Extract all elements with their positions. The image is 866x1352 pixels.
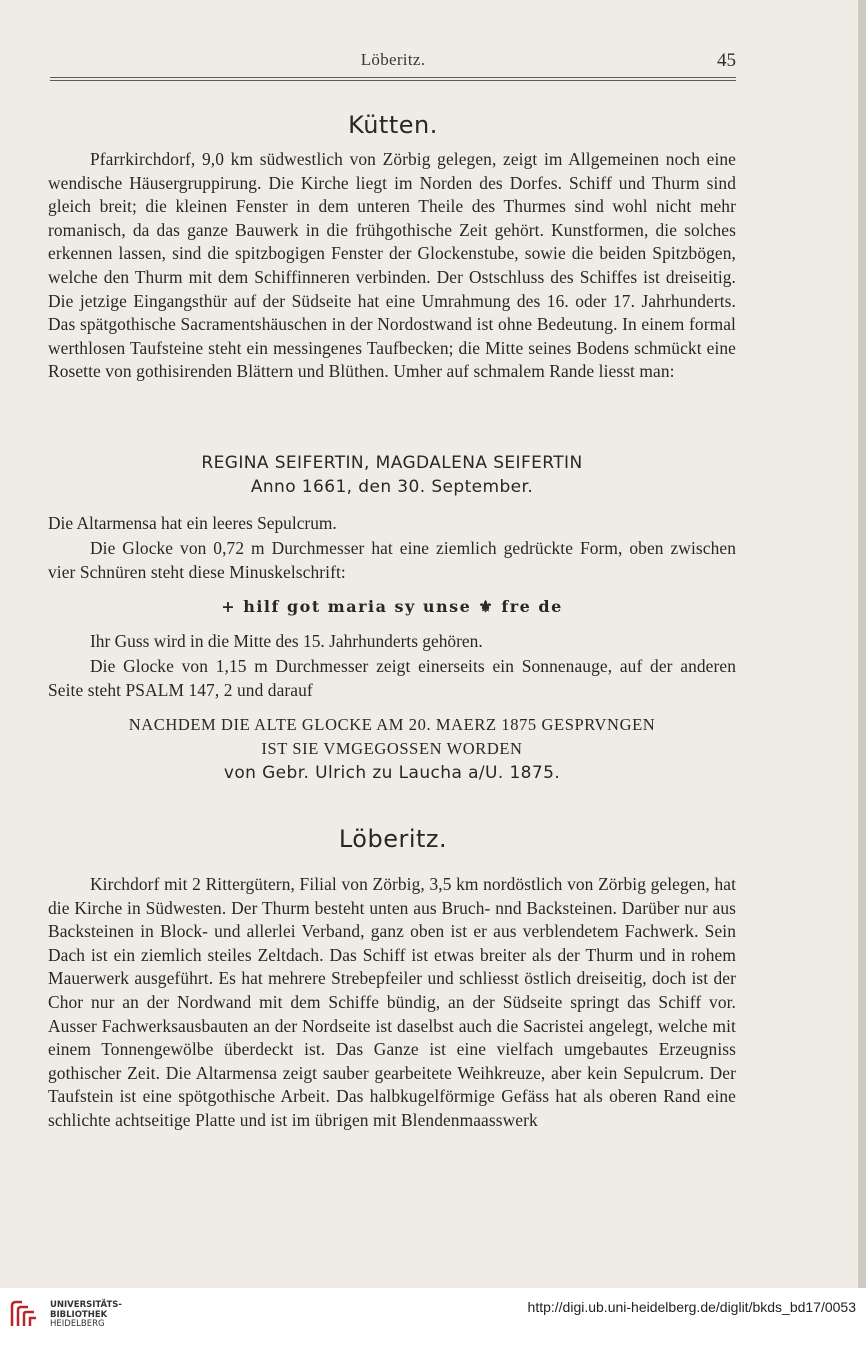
bell-inscription-line1: NACHDEM DIE ALTE GLOCKE AM 20. MAERZ 1875 GESPRVNGEN — [128, 715, 656, 734]
loeberitz-paragraph: Kirchdorf mit 2 Rittergütern, Filial von Zörbig, 3,5 km nordöstlich von Zörbig gelegen, hat die Kirche in Südwesten. Der Thurm besteht unten aus Bruch- nnd Backsteinen. Darüber nur aus Backsteinen in Block- und allerlei Verband, ganz oben ist er aus verblendetem Fachwerk. Sein Dach ist ein ziemlich steiles Zeltdach. Das Schiff ist etwas breiter als der Thurm und in rohem Mauerwerk ausgeführt. Es hat mehrere Strebepfeiler und schliesst östlich dreiseitig, doch ist der Chor nur an der Nordwand mit dem Schiffe bündig, an der Südseite springt das Schiff vor. Ausser Fachwerksausbauten an der Nordseite ist daselbst auch die Sacristei angelegt, welche mit einem Tonnengewölbe überdeckt ist. Das Ganze ist eine vielfach umgebautes Erzeugniss gothischer Zeit. Die Altarmensa zeigt sauber gearbeitete Weihkreuze, aber kein Sepulcrum. Der Taufstein ist eine spötgothische Arbeit. Das halbkugelförmige Gefäss hat als oberen Rand eine schlichte achtseitige Platte und ist im übrigen mit Blendenmaasswerk — [48, 874, 736, 1130]
footer-bar — [0, 1288, 866, 1352]
bell-paragraph-1: Die Glocke von 0,72 m Durchmesser hat eine ziemlich gedrückte Form, oben zwischen vier Schnüren steht diese Minuskelschrift: — [48, 538, 736, 582]
header-rule-top — [50, 77, 736, 78]
guss-line: Ihr Guss wird in die Mitte des 15. Jahrhunderts gehören. — [90, 631, 483, 651]
kuetten-paragraph: Pfarrkirchdorf, 9,0 km südwestlich von Zörbig gelegen, zeigt im Allgemeinen noch eine wendische Häusergruppirung. Die Kirche liegt im Norden des Dorfes. Schiff und Thurm sind gleich breit; die kleinen Fenster in dem unteren Theile des Thurmes sind wohl nicht mehr romanisch, da das ganze Bauwerk in die frühgothische Zeit gehört. Kunstformen, die solches erkennen lassen, sind die spitzbogigen Fenster der Glockenstube, sowie die beiden Spitzbögen, welche den Thurm mit dem Schiffinneren verbinden. Der Ostschluss des Schiffes ist dreiseitig. Die jetzige Eingangsthür auf der Südseite hat eine Umrahmung des 16. oder 17. Jahrhunderts. Das spätgothische Sacramentshäuschen in der Nordostwand ist ohne Bedeutung. In einem formal werthlosen Taufsteine steht ein messingenes Taufbecken; die Mitte seines Bodens schmückt eine Rosette von gothisirenden Blättern und Blüthen. Umher auf schmalem Rande liesst man: — [48, 149, 736, 382]
section-title-kuetten: Kütten. — [348, 111, 438, 139]
library-logo-icon[interactable] — [8, 1298, 40, 1330]
bell-inscription-line2: IST SIE VMGEGOSSEN WORDEN — [261, 739, 523, 758]
section-title-loeberitz: Löberitz. — [338, 825, 448, 853]
page-header — [50, 50, 736, 72]
minuscule-inscription: + hilf got maria sy unse ⚜ fre de — [221, 597, 563, 616]
font-inscription-line2: Anno 1661, den 30. September. — [250, 477, 534, 497]
library-logo-text — [50, 1301, 122, 1330]
bell-inscription-line3: von Gebr. Ulrich zu Laucha a/U. 1875. — [223, 763, 561, 783]
page-number: 45 — [717, 50, 736, 71]
running-title: Löberitz. — [360, 50, 426, 69]
logo-line-1: UNIVERSITÄTS- — [50, 1300, 122, 1310]
library-logo-graphic — [8, 1298, 40, 1330]
altar-line: Die Altarmensa hat ein leeres Sepulcrum. — [48, 513, 337, 533]
font-inscription-line1: REGINA SEIFERTIN, MAGDALENA SEIFERTIN — [201, 453, 583, 473]
logo-line-3: HEIDELBERG — [50, 1319, 105, 1329]
page-edge-shadow — [858, 0, 866, 1288]
logo-line-2: BIBLIOTHEK — [50, 1309, 108, 1320]
bell-paragraph-2: Die Glocke von 1,15 m Durchmesser zeigt einerseits ein Sonnenauge, auf der anderen Seite steht PSALM 147, 2 und darauf — [48, 656, 736, 700]
header-rule-bottom — [50, 80, 736, 81]
source-url-link[interactable]: http://digi.ub.uni-heidelberg.de/diglit/bkds_bd17/0053 — [527, 1299, 856, 1315]
